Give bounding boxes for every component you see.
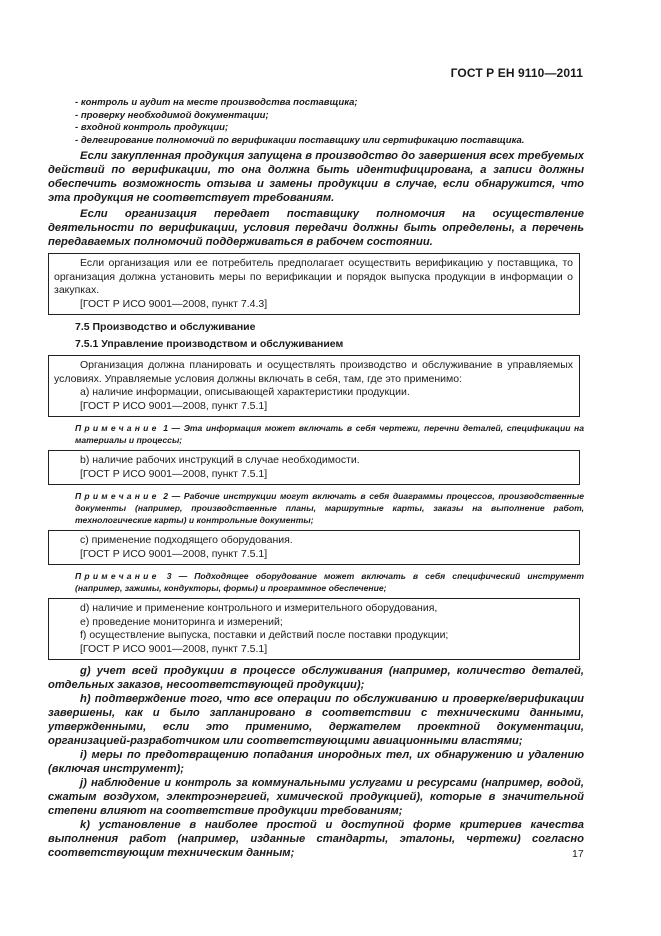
- document-code-header: ГОСТ Р ЕН 9110—2011: [450, 66, 583, 80]
- section-heading-7-5: 7.5 Производство и обслуживание: [75, 321, 256, 333]
- quote-box-7-5-1-b: [48, 450, 580, 485]
- quote-box-7-5-1-a: [48, 355, 580, 417]
- page-content: [48, 97, 585, 860]
- requirement-item: k) установление в наиболее простой и доступной форме критериев качества выполнения работ (например, изданные стандарты, эталоны, чертежи) согласно соответствующим техническим данным;: [48, 819, 584, 859]
- page-number: 17: [572, 848, 584, 860]
- requirement-item: g) учет всей продукции в процессе обслуживания (например, количество деталей, отдельных заказов, несоответствующей продукции);: [48, 665, 584, 691]
- requirement-item: h) подтверждение того, что все операции по обслуживанию и проверке/верификации завершены, как и было запланировано в соответствии с техническими данными, утвержденными, если это применимо, держателем проектной документации, организацией-разработчиком или соответствующими авиационными властями;: [48, 693, 584, 747]
- note-label: Примечание: [75, 423, 160, 433]
- quote-item: f) осуществление выпуска, поставки и действий после поставки продукции;: [80, 629, 449, 641]
- additional-requirements: [48, 664, 584, 860]
- list-item: - проверку необходимой документации;: [75, 110, 584, 123]
- quote-item: d) наличие и применение контрольного и измерительного оборудования,: [80, 602, 438, 614]
- quote-item: е) проведение мониторинга и измерений;: [80, 615, 283, 628]
- requirement-item: i) меры по предотвращению попадания инородных тел, их обнаружению и удалению (включая инструмент);: [48, 749, 584, 775]
- quote-text: Если организация или ее потребитель предполагает осуществить верификацию у поставщика, то организация должна установить меры по верификации и порядок выпуска продукции в информации о закупках.: [54, 257, 573, 296]
- note-2: [75, 490, 584, 526]
- note-1: [75, 422, 584, 446]
- quote-box-7-5-1-d-f: [48, 598, 580, 660]
- requirement-item: j) наблюдение и контроль за коммунальными услугами и ресурсами (например, водой, сжатым воздухом, электроэнергией, химической продукцией), которые в значительной степени влияют на соответствие продукции требованиям;: [48, 777, 584, 817]
- note-3: [75, 570, 584, 594]
- quote-reference: [ГОСТ Р ИСО 9001—2008, пункт 7.5.1]: [80, 642, 268, 655]
- verification-list: [75, 97, 584, 147]
- section-heading-7-5-1: 7.5.1 Управление производством и обслуживанием: [75, 338, 344, 350]
- list-item: - контроль и аудит на месте производства поставщика;: [75, 97, 584, 110]
- note-text: 1 — Эта информация может включать в себя чертежи, перечни деталей, спецификации на материалы и процессы;: [75, 423, 584, 445]
- list-item: - входной контроль продукции;: [75, 122, 584, 135]
- list-item: - делегирование полномочий по верификации поставщику или сертификацию поставщика.: [75, 135, 584, 148]
- quote-item: с) применение подходящего оборудования.: [80, 534, 293, 546]
- quote-box-7-5-1-c: [48, 530, 580, 565]
- quote-item: а) наличие информации, описывающей характеристики продукции.: [80, 386, 410, 398]
- quote-reference: [ГОСТ Р ИСО 9001—2008, пункт 7.5.1]: [80, 547, 268, 560]
- paragraph-production-launch: Если закупленная продукция запущена в производство до завершения всех требуемых действий по верификации, то она должна быть идентифицирована, а записи должны обеспечить возможность отзыва и замены продукции в случае, если обнаружится, что эта продукция не соответствует требованиям.: [48, 150, 584, 204]
- quote-box-7-4-3: [48, 253, 580, 315]
- quote-item: b) наличие рабочих инструкций в случае необходимости.: [80, 454, 360, 466]
- quote-text: Организация должна планировать и осуществлять производство и обслуживание в управляемых условиях. Управляемые условия должны включать в себя, там, где это применимо:: [54, 359, 573, 385]
- paragraph-delegation: Если организация передает поставщику полномочия на осуществление деятельности по верификации, условия передачи должны быть определены, а перечень передаваемых полномочий поддерживаться в рабочем состоянии.: [48, 208, 584, 248]
- note-text: 3 — Подходящее оборудование может включать в себя специфический инструмент (например, зажимы, кондукторы, формы) и программное обеспечение;: [75, 571, 585, 593]
- note-label: Примечание: [75, 571, 160, 581]
- note-label: Примечание: [75, 491, 160, 501]
- note-text: 2 — Рабочие инструкции могут включать в себя диаграммы процессов, производственные документы (например, производственные планы, маршрутные карты, заказы на выполнение работ, технологические карты) и контрольные документы;: [75, 491, 584, 525]
- quote-reference: [ГОСТ Р ИСО 9001—2008, пункт 7.5.1]: [80, 467, 268, 480]
- quote-reference: [ГОСТ Р ИСО 9001—2008, пункт 7.5.1]: [80, 399, 268, 412]
- quote-reference: [ГОСТ Р ИСО 9001—2008, пункт 7.4.3]: [80, 297, 268, 310]
